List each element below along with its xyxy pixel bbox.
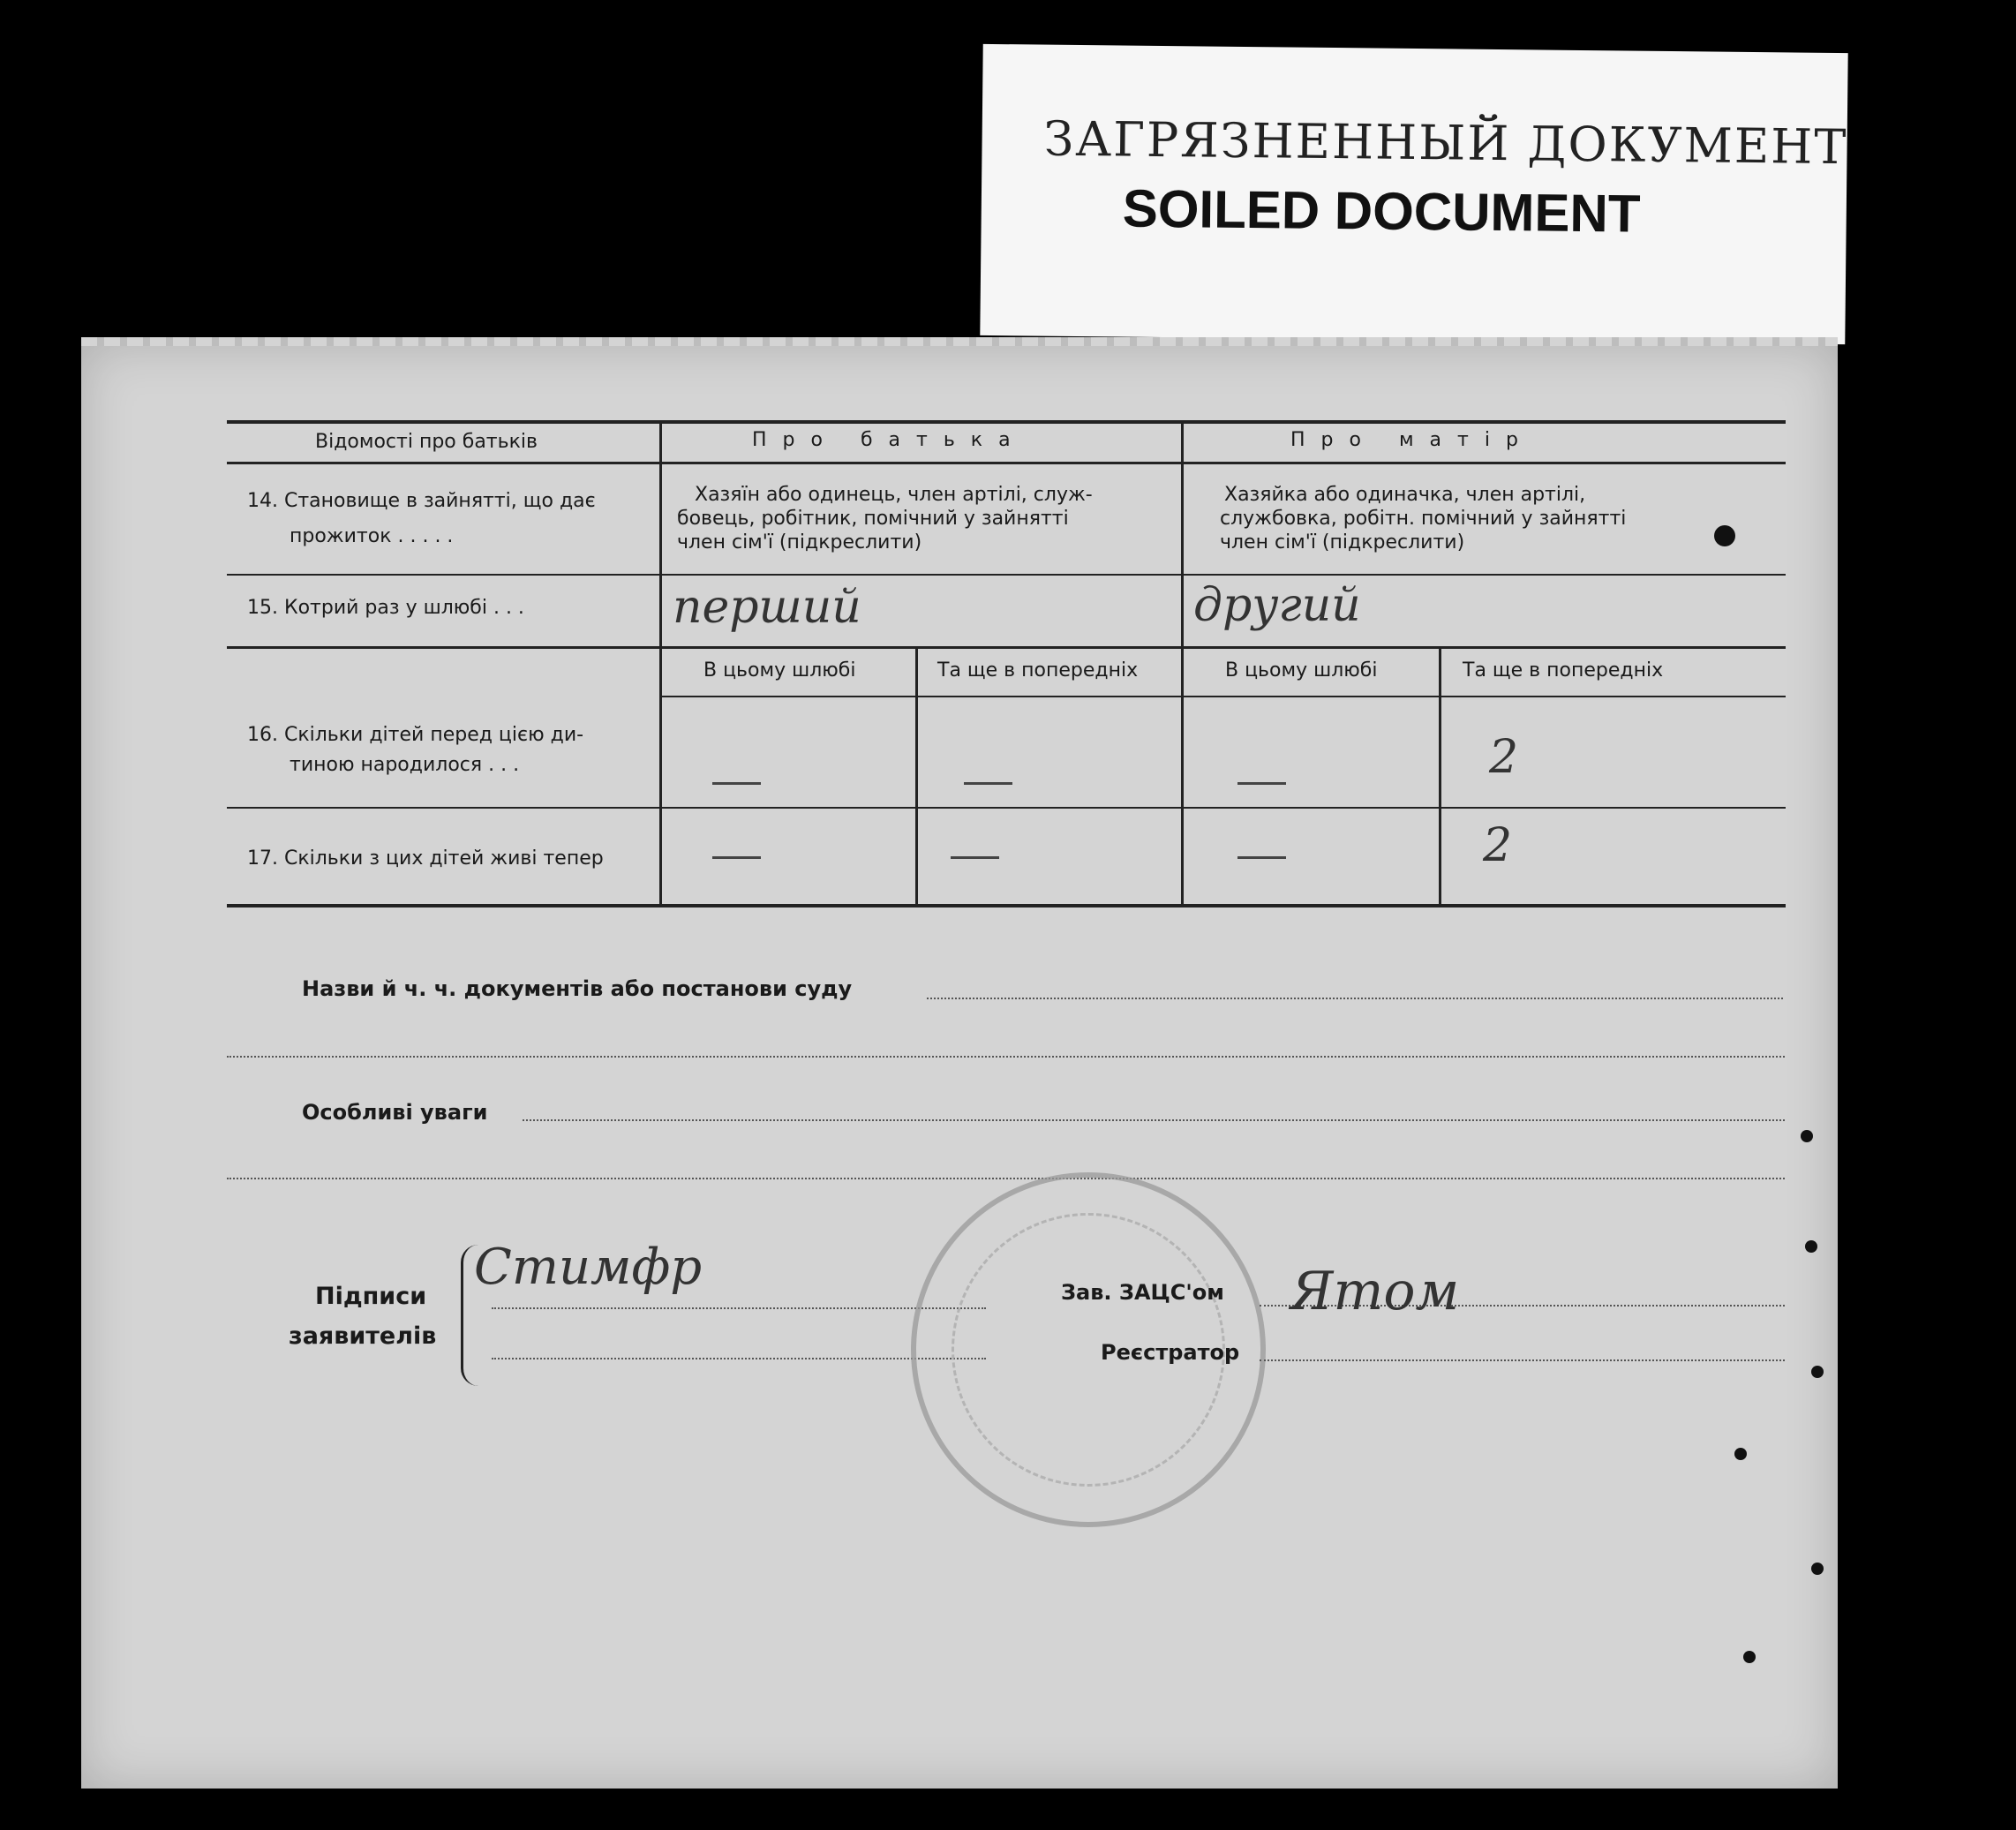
row16-mother-this-dash xyxy=(1237,782,1286,785)
row14-father-3: член сім'ї (підкреслити) xyxy=(677,531,922,554)
row17-father-this-dash xyxy=(712,856,761,859)
row14-father-2: бовець, робітник, помічний у зайнятті xyxy=(677,508,1069,530)
binding-hole-3 xyxy=(1805,1240,1817,1253)
documents-field-label: Назви й ч. ч. документів або постанови суду xyxy=(302,976,853,1001)
binding-hole-7 xyxy=(1743,1651,1756,1663)
row14-label-1: 14. Становище в зайнятті, що дає xyxy=(247,490,596,512)
head-signature-label: Зав. ЗАЦС'ом xyxy=(1061,1280,1224,1305)
binding-hole-5 xyxy=(1734,1448,1747,1460)
table-top-rule xyxy=(227,420,1786,424)
row16-mother-prev-value: 2 xyxy=(1489,731,1519,784)
row14-rule xyxy=(227,574,1786,576)
remarks-field-label: Особливі уваги xyxy=(302,1100,488,1125)
remarks-field-line-1 xyxy=(523,1119,1785,1121)
header-parents-info: Відомості про батьків xyxy=(315,431,538,453)
subheader-mother-prev: Та ще в попередніх xyxy=(1463,659,1664,682)
label-english: SOILED DOCUMENT xyxy=(1122,178,1641,244)
row16-father-this-dash xyxy=(712,782,761,785)
row17-mother-this-dash xyxy=(1237,856,1286,859)
official-signature-mark: Ятом xyxy=(1290,1261,1460,1322)
row17-label: 17. Скільки з цих дітей живі тепер xyxy=(247,847,604,870)
row14-mother-2: службовка, робітн. помічний у зайнятті xyxy=(1220,508,1627,530)
header-father: Про батька xyxy=(752,429,1027,451)
label-russian: ЗАГРЯЗНЕННЫЙ ДОКУМЕНТ xyxy=(1043,110,1848,176)
col-divider-2 xyxy=(1181,420,1184,907)
row14-label-2: прожиток . . . . . xyxy=(290,525,454,547)
registrar-signature-label: Реєстратор xyxy=(1101,1340,1240,1365)
row16-label-1: 16. Скільки дітей перед цією ди- xyxy=(247,724,584,746)
applicants-signature-label-1: Підписи xyxy=(315,1283,427,1310)
soiled-document-label xyxy=(980,44,1847,344)
subheader-father-prev: Та ще в попередніх xyxy=(937,659,1139,682)
row16-father-prev-dash xyxy=(964,782,1012,785)
row16-label-2: тиною народилося . . . xyxy=(290,754,520,776)
documents-field-line-2 xyxy=(227,1056,1785,1058)
col-divider-mother-sub xyxy=(1439,646,1441,907)
row14-mother-1: Хазяйка або одиначка, член артілі, xyxy=(1224,484,1586,506)
subheader-father-this: В цьому шлюбі xyxy=(703,659,856,682)
row17-mother-prev-value: 2 xyxy=(1483,819,1513,872)
row17-father-prev-dash xyxy=(951,856,999,859)
col-divider-father-sub xyxy=(915,646,918,907)
row14-mother-3: член сім'ї (підкреслити) xyxy=(1220,531,1465,554)
row15-rule xyxy=(227,646,1786,649)
subheader-mother-this: В цьому шлюбі xyxy=(1225,659,1378,682)
binding-hole-1 xyxy=(1714,525,1735,546)
row16-rule xyxy=(227,807,1786,809)
remarks-field-line-2 xyxy=(227,1178,1785,1179)
row15-father-handwritten: перший xyxy=(673,581,861,634)
binding-hole-6 xyxy=(1811,1563,1824,1575)
registration-form-page xyxy=(81,343,1838,1789)
col-divider-1 xyxy=(659,420,662,907)
header-mother: Про матір xyxy=(1290,429,1534,451)
row14-father-1: Хазяїн або одинець, член артілі, служ- xyxy=(695,484,1093,506)
table-header-rule xyxy=(227,462,1786,464)
registrar-signature-line xyxy=(1260,1359,1785,1361)
applicant-signature-mark: Стимфр xyxy=(474,1239,703,1296)
row15-mother-handwritten: другий xyxy=(1193,579,1361,632)
table-bottom-rule xyxy=(227,904,1786,907)
applicant-signature-line-1 xyxy=(492,1307,986,1309)
binding-hole-4 xyxy=(1811,1366,1824,1378)
subheader-rule xyxy=(659,696,1786,697)
signature-brace xyxy=(461,1245,481,1386)
row15-label: 15. Котрий раз у шлюбі . . . xyxy=(247,597,524,619)
binding-hole-2 xyxy=(1801,1130,1813,1142)
applicants-signature-label-2: заявителів xyxy=(289,1322,437,1350)
documents-field-line-1 xyxy=(927,998,1783,999)
